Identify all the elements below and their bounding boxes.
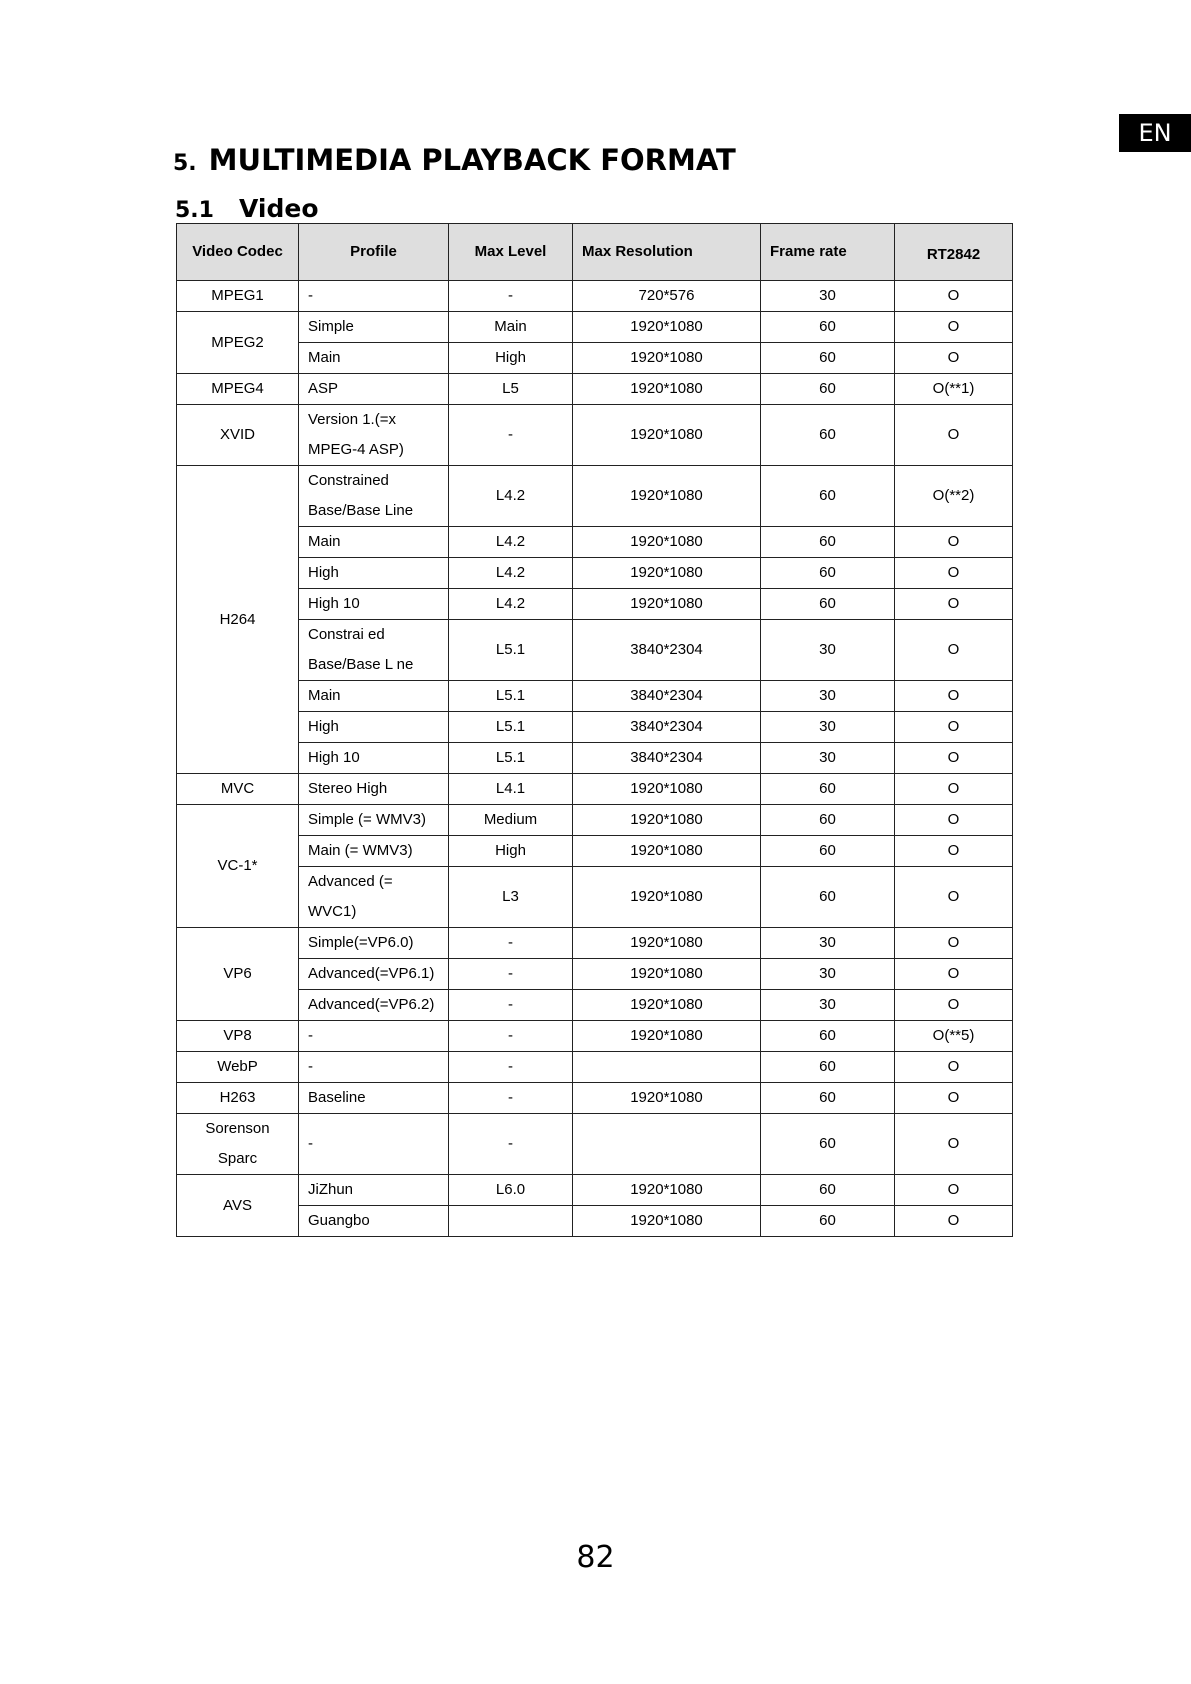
support-cell: O — [895, 990, 1013, 1021]
level-cell: L5.1 — [449, 620, 573, 681]
frame-rate-cell: 60 — [761, 558, 895, 589]
table-row — [177, 343, 1013, 374]
support-cell: O — [895, 774, 1013, 805]
support-cell: O — [895, 405, 1013, 466]
codec-cell: MVC — [177, 774, 299, 805]
profile-cell: Constrained Base/Base Line — [299, 466, 449, 527]
resolution-cell: 1920*1080 — [573, 990, 761, 1021]
resolution-cell: 3840*2304 — [573, 743, 761, 774]
level-cell: - — [449, 1021, 573, 1052]
frame-rate-cell: 60 — [761, 1175, 895, 1206]
resolution-cell: 1920*1080 — [573, 312, 761, 343]
table-row — [177, 1083, 1013, 1114]
level-cell: L4.2 — [449, 527, 573, 558]
frame-rate-cell: 30 — [761, 743, 895, 774]
frame-rate-cell: 30 — [761, 990, 895, 1021]
resolution-cell: 1920*1080 — [573, 928, 761, 959]
section-number: 5. — [173, 151, 197, 176]
table-row — [177, 836, 1013, 867]
support-cell: O — [895, 620, 1013, 681]
support-cell: O — [895, 1175, 1013, 1206]
table-row — [177, 1206, 1013, 1237]
table-row — [177, 712, 1013, 743]
header-profile: Profile — [299, 224, 449, 281]
level-cell: Main — [449, 312, 573, 343]
table-row — [177, 990, 1013, 1021]
table-row — [177, 589, 1013, 620]
frame-rate-cell: 60 — [761, 527, 895, 558]
profile-cell: Advanced(=VP6.2) — [299, 990, 449, 1021]
level-cell: L5.1 — [449, 743, 573, 774]
table-row — [177, 774, 1013, 805]
profile-cell: Baseline — [299, 1083, 449, 1114]
frame-rate-cell: 60 — [761, 1206, 895, 1237]
profile-cell: High 10 — [299, 589, 449, 620]
codec-cell: Sorenson Sparc — [177, 1114, 299, 1175]
level-cell: - — [449, 928, 573, 959]
header-rt2842: RT2842 — [895, 224, 1013, 281]
table-row — [177, 743, 1013, 774]
support-cell: O — [895, 712, 1013, 743]
profile-cell: Simple(=VP6.0) — [299, 928, 449, 959]
profile-cell: Main — [299, 527, 449, 558]
level-cell: - — [449, 405, 573, 466]
support-cell: O — [895, 589, 1013, 620]
frame-rate-cell: 60 — [761, 1021, 895, 1052]
table-row — [177, 527, 1013, 558]
profile-cell: Version 1.(=x MPEG-4 ASP) — [299, 405, 449, 466]
level-cell: L3 — [449, 867, 573, 928]
level-cell: L4.1 — [449, 774, 573, 805]
level-cell: L4.2 — [449, 558, 573, 589]
support-cell: O — [895, 1083, 1013, 1114]
frame-rate-cell: 60 — [761, 1052, 895, 1083]
level-cell: - — [449, 1114, 573, 1175]
support-cell: O(**1) — [895, 374, 1013, 405]
profile-cell: Guangbo — [299, 1206, 449, 1237]
resolution-cell: 1920*1080 — [573, 466, 761, 527]
frame-rate-cell: 30 — [761, 928, 895, 959]
table-row — [177, 681, 1013, 712]
profile-cell: - — [299, 1052, 449, 1083]
section-title: MULTIMEDIA PLAYBACK FORMAT — [208, 143, 736, 177]
level-cell: L5 — [449, 374, 573, 405]
table-row — [177, 374, 1013, 405]
level-cell: Medium — [449, 805, 573, 836]
frame-rate-cell: 60 — [761, 589, 895, 620]
table-row — [177, 281, 1013, 312]
video-format-table — [176, 223, 1013, 1237]
table-row — [177, 928, 1013, 959]
profile-cell: High 10 — [299, 743, 449, 774]
resolution-cell: 3840*2304 — [573, 620, 761, 681]
resolution-cell: 720*576 — [573, 281, 761, 312]
frame-rate-cell: 60 — [761, 1114, 895, 1175]
support-cell: O — [895, 558, 1013, 589]
resolution-cell: 1920*1080 — [573, 836, 761, 867]
frame-rate-cell: 30 — [761, 281, 895, 312]
profile-cell: Main — [299, 343, 449, 374]
codec-cell: VC-1* — [177, 805, 299, 928]
resolution-cell: 1920*1080 — [573, 959, 761, 990]
resolution-cell: 3840*2304 — [573, 712, 761, 743]
frame-rate-cell: 30 — [761, 620, 895, 681]
support-cell: O(**5) — [895, 1021, 1013, 1052]
header-max-level: Max Level — [449, 224, 573, 281]
profile-cell: Constrai ed Base/Base L ne — [299, 620, 449, 681]
frame-rate-cell: 60 — [761, 867, 895, 928]
level-cell: L4.2 — [449, 589, 573, 620]
codec-cell: AVS — [177, 1175, 299, 1237]
support-cell: O — [895, 527, 1013, 558]
support-cell: O — [895, 1052, 1013, 1083]
profile-cell: Main — [299, 681, 449, 712]
profile-cell: - — [299, 281, 449, 312]
table-row — [177, 312, 1013, 343]
resolution-cell: 1920*1080 — [573, 1175, 761, 1206]
profile-cell: Simple — [299, 312, 449, 343]
profile-cell: Main (= WMV3) — [299, 836, 449, 867]
support-cell: O — [895, 743, 1013, 774]
support-cell: O — [895, 1114, 1013, 1175]
frame-rate-cell: 60 — [761, 1083, 895, 1114]
table-row — [177, 1052, 1013, 1083]
table-row — [177, 1175, 1013, 1206]
resolution-cell: 1920*1080 — [573, 405, 761, 466]
support-cell: O — [895, 1206, 1013, 1237]
frame-rate-cell: 60 — [761, 405, 895, 466]
resolution-cell: 1920*1080 — [573, 558, 761, 589]
frame-rate-cell: 30 — [761, 959, 895, 990]
table-row — [177, 867, 1013, 928]
codec-cell: MPEG2 — [177, 312, 299, 374]
table-row — [177, 558, 1013, 589]
profile-cell: Simple (= WMV3) — [299, 805, 449, 836]
resolution-cell: 1920*1080 — [573, 805, 761, 836]
resolution-cell: 1920*1080 — [573, 774, 761, 805]
support-cell: O — [895, 281, 1013, 312]
profile-cell: Advanced(=VP6.1) — [299, 959, 449, 990]
profile-cell: - — [299, 1021, 449, 1052]
resolution-cell: 3840*2304 — [573, 681, 761, 712]
page-number: 82 — [576, 1540, 615, 1575]
codec-cell: WebP — [177, 1052, 299, 1083]
codec-cell: H264 — [177, 466, 299, 774]
header-video-codec: Video Codec — [177, 224, 299, 281]
table-row — [177, 1114, 1013, 1175]
level-cell: High — [449, 343, 573, 374]
table-row — [177, 959, 1013, 990]
table-row — [177, 466, 1013, 527]
profile-cell: JiZhun — [299, 1175, 449, 1206]
codec-cell: VP6 — [177, 928, 299, 1021]
resolution-cell: 1920*1080 — [573, 1021, 761, 1052]
support-cell: O(**2) — [895, 466, 1013, 527]
frame-rate-cell: 30 — [761, 712, 895, 743]
profile-cell: High — [299, 712, 449, 743]
frame-rate-cell: 30 — [761, 681, 895, 712]
codec-cell: VP8 — [177, 1021, 299, 1052]
resolution-cell: 1920*1080 — [573, 527, 761, 558]
table-row — [177, 405, 1013, 466]
level-cell: - — [449, 1083, 573, 1114]
support-cell: O — [895, 867, 1013, 928]
support-cell: O — [895, 959, 1013, 990]
level-cell: - — [449, 959, 573, 990]
support-cell: O — [895, 681, 1013, 712]
subsection-number: 5.1 — [175, 198, 214, 223]
subsection-heading — [175, 194, 319, 223]
section-heading — [173, 143, 736, 177]
level-cell: L5.1 — [449, 681, 573, 712]
resolution-cell: 1920*1080 — [573, 1206, 761, 1237]
frame-rate-cell: 60 — [761, 836, 895, 867]
subsection-title: Video — [239, 194, 319, 223]
frame-rate-cell: 60 — [761, 312, 895, 343]
frame-rate-cell: 60 — [761, 343, 895, 374]
table-row — [177, 620, 1013, 681]
resolution-cell: 1920*1080 — [573, 343, 761, 374]
profile-cell: Advanced (= WVC1) — [299, 867, 449, 928]
frame-rate-cell: 60 — [761, 805, 895, 836]
resolution-cell: 1920*1080 — [573, 374, 761, 405]
resolution-cell: 1920*1080 — [573, 867, 761, 928]
level-cell — [449, 1206, 573, 1237]
level-cell: - — [449, 990, 573, 1021]
resolution-cell: 1920*1080 — [573, 589, 761, 620]
level-cell: High — [449, 836, 573, 867]
profile-cell: Stereo High — [299, 774, 449, 805]
table-header-row — [177, 224, 1013, 281]
codec-cell: H263 — [177, 1083, 299, 1114]
header-frame-rate: Frame rate — [761, 224, 895, 281]
resolution-cell: 1920*1080 — [573, 1083, 761, 1114]
codec-cell: MPEG4 — [177, 374, 299, 405]
level-cell: L4.2 — [449, 466, 573, 527]
profile-cell: ASP — [299, 374, 449, 405]
level-cell: L6.0 — [449, 1175, 573, 1206]
table-row — [177, 1021, 1013, 1052]
resolution-cell — [573, 1052, 761, 1083]
table-row — [177, 805, 1013, 836]
support-cell: O — [895, 836, 1013, 867]
support-cell: O — [895, 312, 1013, 343]
codec-cell: XVID — [177, 405, 299, 466]
profile-cell: High — [299, 558, 449, 589]
support-cell: O — [895, 805, 1013, 836]
frame-rate-cell: 60 — [761, 374, 895, 405]
frame-rate-cell: 60 — [761, 466, 895, 527]
level-cell: - — [449, 1052, 573, 1083]
profile-cell: - — [299, 1114, 449, 1175]
support-cell: O — [895, 928, 1013, 959]
header-max-resolution: Max Resolution — [573, 224, 761, 281]
codec-cell: MPEG1 — [177, 281, 299, 312]
level-cell: - — [449, 281, 573, 312]
language-tab: EN — [1119, 114, 1191, 152]
support-cell: O — [895, 343, 1013, 374]
frame-rate-cell: 60 — [761, 774, 895, 805]
resolution-cell — [573, 1114, 761, 1175]
level-cell: L5.1 — [449, 712, 573, 743]
